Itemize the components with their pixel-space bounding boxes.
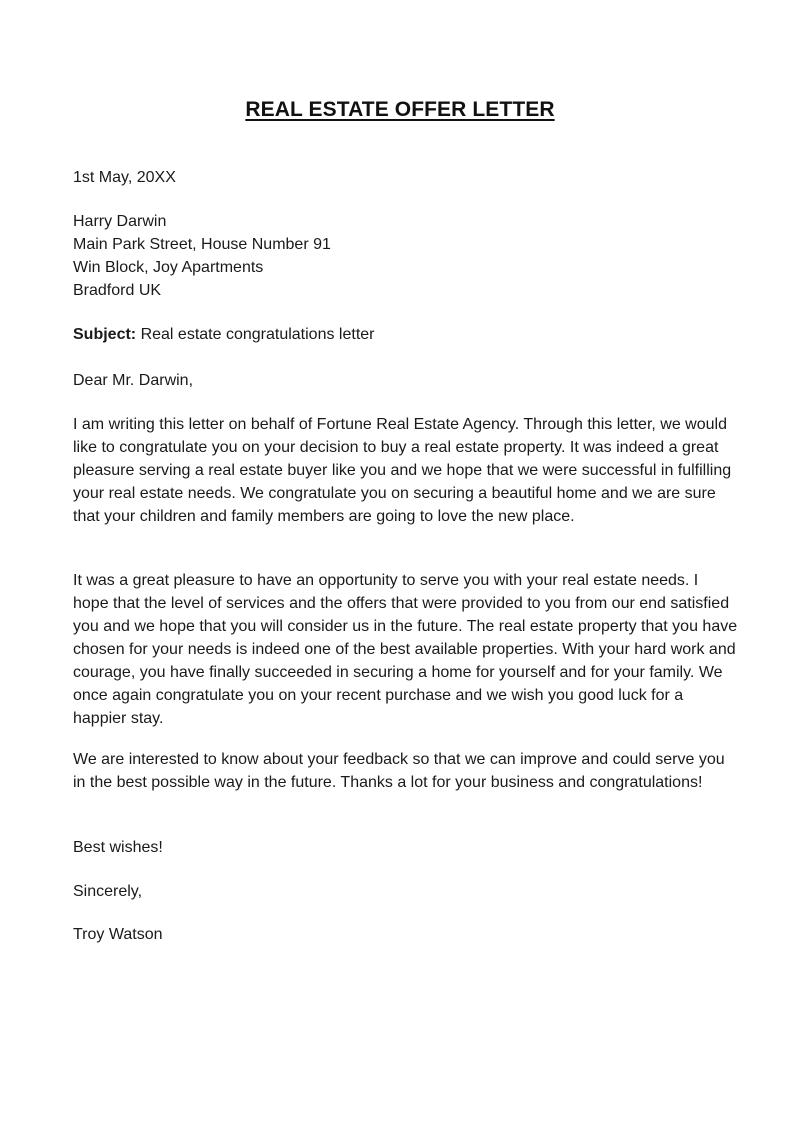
subject-label: Subject: <box>73 326 137 343</box>
closing: Sincerely, <box>73 883 143 900</box>
greeting: Dear Mr. Darwin, <box>73 372 194 389</box>
letter-date: 1st May, 20XX <box>73 169 176 186</box>
body-paragraph-3: We are interested to know about your feedback so that we can improve and could serve you in the best possible way in the future. Thanks a lot for your business and congratulations! <box>73 751 725 791</box>
recipient-name: Harry Darwin <box>73 213 167 230</box>
letter-title: REAL ESTATE OFFER LETTER <box>245 98 555 121</box>
body-paragraph-2: It was a great pleasure to have an opportunity to serve you with your real estate needs. I hope that the level of services and the offers that were provided to you from our end satisfied you and we hope that you will consider us in the future. The real estate property that you have chosen for your needs is indeed one of the best available properties. With your hard work and courage, you have finally succeeded in securing a home for yourself and for your family. We once again congratulate you on your recent purchase and we wish you good luck for a happier stay. <box>73 572 738 727</box>
signer-name: Troy Watson <box>73 926 163 943</box>
body-paragraph-1: I am writing this letter on behalf of Fortune Real Estate Agency. Through this letter, we would like to congratulate you on your decision to buy a real estate property. It was indeed a great pleasure serving a real estate buyer like you and we hope that we were successful in fulfilling your real estate needs. We congratulate you on securing a beautiful home and we are sure that your children and family members are going to love the new place. <box>73 416 732 525</box>
subject-text: Real estate congratulations letter <box>140 326 375 343</box>
recipient-address-block <box>73 210 738 302</box>
recipient-address-line-3: Bradford UK <box>73 282 162 299</box>
recipient-address-line-2: Win Block, Joy Apartments <box>73 259 264 276</box>
recipient-address-line-1: Main Park Street, House Number 91 <box>73 236 331 253</box>
best-wishes: Best wishes! <box>73 839 163 856</box>
subject-line <box>73 323 738 346</box>
